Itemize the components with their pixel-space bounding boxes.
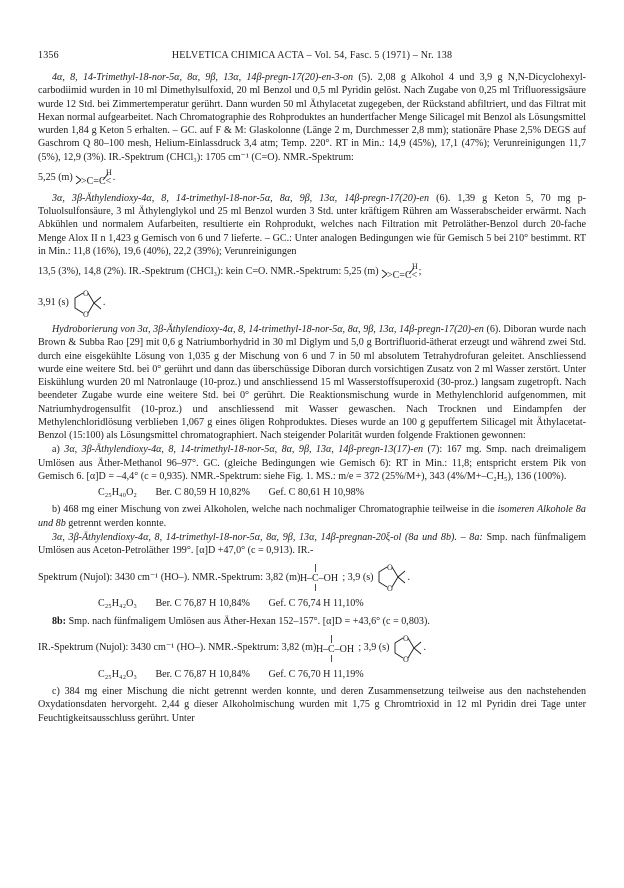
compound-6-nmr-text: 13,5 (3%), 14,8 (2%). IR.-Spektrum (CHCl₃): kein C=O. NMR.-Spektrum: 5,25 (m) [38, 266, 379, 278]
compound-8a-label: 8a: [469, 531, 483, 543]
fraction-a-formula: C₂₅H₄₀O₂ [98, 487, 137, 498]
compound-8b-formula: C₂₅H₄₂O₃ [98, 668, 137, 680]
paragraph-compound-8b [38, 615, 586, 628]
compound-8a-data: Smp. nach fünfmaligem Umlösen aus Aceton-Petroläther 199°. [α]D +47,0° (c = 0,913). IR.- [38, 531, 586, 556]
ketal-o-top-3: O [403, 633, 410, 643]
compound-6-ketal-line: 3,91 (s) O O . [38, 286, 586, 320]
paragraph-hydroboration [38, 323, 586, 442]
fraction-c-text: 384 mg einer Mischung die nicht getrennt werden konnte, und deren Zusammensetzung teilweise aus den nachstehenden Oxydationsdaten hervorgeht. 2,44 g dieser Alkoholmischung wurden mit 1,75 g Chromtrioxid in 12 ml Pyridin drei Tage unter Feuchtigkeitsausschluss gerührt. Unter [38, 686, 586, 724]
vinyl-hydrogen-structure-icon [73, 167, 113, 189]
compound-8a-calculated: Ber. C 76,87 H 10,84% [155, 598, 250, 610]
compound-8a-nmr-ketal: ; 3,9 (s) [342, 571, 374, 583]
compound-5-number: (5). [358, 72, 373, 83]
ketal-o-bottom-2: O [387, 584, 394, 594]
carbinol-h-2: H [316, 643, 324, 655]
compound-8a-spectrum-line: Spektrum (Nujol): 3430 cm⁻¹ (HO–). NMR.-Spektrum: 3,82 (m) H –C–OH ; 3,9 (s) O O . [38, 560, 586, 594]
compound-8b-analysis [98, 668, 586, 681]
carbinol-structure-icon [300, 562, 342, 592]
page-number: 1356 [38, 50, 59, 61]
ketal-o-bottom-3: O [403, 654, 410, 664]
fraction-c-label: c) [52, 686, 60, 697]
vinyl-c2: >C=C< [386, 270, 417, 281]
compound-6-nmr-line: 13,5 (3%), 14,8 (2%). IR.-Spektrum (CHCl₃): kein C=O. NMR.-Spektrum: 5,25 (m) >C=C< H ; [38, 262, 422, 281]
ethylenedioxy-ring-icon-2 [373, 560, 407, 594]
carbinol-h: H [300, 573, 308, 585]
compound-8b-nmr-ketal: ; 3,9 (s) [358, 642, 390, 654]
fraction-a-name: 3α, 3β-Äthylendioxy-4α, 8, 14-trimethyl-18-nor-5α, 8α, 9β, 13α, 14β-pregn-13(17)-en [64, 444, 424, 456]
fraction-a-calculated: Ber. C 80,59 H 10,82% [155, 487, 250, 498]
vinyl-hydrogen-structure-icon-2 [379, 261, 419, 283]
compound-5-nmr: 5,25 (m) [38, 172, 73, 184]
paragraph-fraction-c [38, 685, 586, 725]
compound-6-procedure: 1,39 g Keton 5, 70 mg p-Toluolsulfonsäure, 3 ml Äthylenglykol und 25 ml Benzol wurden 3 Std. unter kräftigem Rühren am Wasserabscheider erwärmt. Nach Abkühlen und normalem Aufarbeiten, resultierte ein Rohprodukt, welches nach Filtration mit Petroläther-Benzol durch 20-fache Menge Alox II n 1,423 g Gemisch von 6 und 7 lieferte. – GC.: Unter analogen Bedingungen wie für Gemisch 5 bei 210° bestimmt. RT in Min.: 11,8 (16%), 19,6 (40%), 22,2 (39%); Verunreinigungen [38, 192, 586, 257]
ketal-o-top: O [82, 289, 89, 298]
compound-8b-spectrum-line: IR.-Spektrum (Nujol): 3430 cm⁻¹ (HO–). NMR.-Spektrum: 3,82 (m) H –C–OH ; 3,9 (s) O O . [38, 631, 586, 665]
fraction-a-number: (7): [427, 444, 443, 456]
compound-8b-found: Gef. C 76,70 H 11,19% [268, 668, 364, 680]
fraction-a-found: Gef. C 80,61 H 10,98% [268, 487, 365, 498]
hydroboration-number: (6). [486, 324, 501, 335]
body-text [38, 71, 586, 725]
hydroboration-title: Hydroborierung von 3α, 3β-Äthylendioxy-4α, 8, 14-trimethyl-18-nor-5α, 8α, 9β, 13α, 14β-pregn-17(20)-en [52, 324, 484, 335]
compound-8b-calculated: Ber. C 76,87 H 10,84% [155, 668, 250, 680]
compound-8-name: 3α, 3β-Äthylendioxy-4α, 8, 14-trimethyl-18-nor-5α, 8α, 9β, 13α, 14β-pregnan-20ξ-ol [52, 531, 402, 543]
fraction-a-analysis [98, 486, 586, 499]
carbinol-c: –C–OH [307, 573, 339, 585]
ketal-o-bottom: O [82, 310, 89, 319]
paragraph-compound-5 [38, 71, 586, 164]
compound-5-procedure: 2,08 g Alkohol 4 und 3,9 g N,N-Dicyclohexyl-carbodiimid wurden in 10 ml Dimethylsulfoxid, 20 ml Benzol und 0,5 ml Pyridin gelöst. Nach Zugabe von 0,25 ml Trifluoressigsäure wurde 12 Std. bei Zimmertemperatur gerührt. Dann wurden 50 ml Äthylacetat zugegeben, der Rückstand abfiltriert, und das Filtrat mit Hexan normal aufgearbeitet. Nach Chromatographie des Rohproduktes an hundertfacher Menge Silicagel mit Benzol als Lösungsmittel wurden 1,84 g Keton 5 erhalten. – GC. auf F & M: Glaskolonne (Länge 2 m, Durchmesser 2,8 mm); stationäre Phase 2,5% DEGS auf Gaschrom Q 80–100 mesh, Helium-Einlassdruck 3,4 atm; Temp. 220°. RT in Min.: 14,9 (45%), 17,1 (47%); Verunreinigungen 11,7 (5%), 12,9 (3%). IR.-Spektrum (CHCl₃): 1705 cm⁻¹ (C=O). NMR.-Spektrum: [38, 72, 586, 163]
hydroboration-procedure: Diboran wurde nach Brown & Subba Rao [29] mit 0,6 g Natriumborhydrid in 30 ml Diglym und 5,0 g Bortrifluorid-ätherat erzeugt und während zwei Std. durch eine eisgekühlte Lösung von 1,035 g der Mischung von 6 und 7 in 50 ml absolutem Tetrahydrofuran geleitet. Anschliessend wurde eine weitere Std. bei 0° gerührt und dann das überschüssige Diboran durch vorsichtigen Zusatz von 2 ml Wasser zerstört. Unter Eiskühlung wurden 20 ml Natronlauge (10-proz.) und anschliessend 15 ml Wasserstoffsuperoxid (30-proz.) langsam zugetropft. Nach beendeter Zugabe wurde eine weitere Std. bei 0° gerührt. Die Reaktionsmischung wurde in Methylenchlorid aufgenommen, mit Natriumhydrogensulfit (10-proz.) und anschliessend mit Wasser gewaschen. Nach Trocknen und Eindampfen der Methylenchloridlösung verblieben 1,067 g eines öligen Rohproduktes. Dieses wurde an 100 g gepuffertem Silicagel mit Äthylacetat-Benzol (15:100) als Lösungsmittel chromatographiert. Nach steigender Polarität wurden folgende Fraktionen gewonnen: [38, 324, 587, 441]
compound-6-name: 3α, 3β-Äthylendioxy-4α, 8, 14-trimethyl-18-nor-5α, 8α, 9β, 13α, 14β-pregn-17(20)-en [52, 192, 430, 204]
fraction-b-italic: isomeren Alkohole 8a und 8b [38, 504, 586, 529]
compound-8b-label: 8b: [52, 615, 67, 627]
paragraph-fraction-a [38, 443, 586, 483]
paragraph-fraction-b [38, 503, 586, 530]
ethylenedioxy-ring-icon-3 [389, 631, 423, 665]
vinyl-c1: >C=C< [80, 175, 112, 187]
vinyl-h-label-2: H [411, 262, 418, 271]
carbinol-structure-icon-2 [316, 633, 358, 663]
compound-8b-spectrum: IR.-Spektrum (Nujol): 3430 cm⁻¹ (HO–). NMR.-Spektrum: 3,82 (m) [38, 642, 317, 654]
compound-8a-formula: C₂₅H₄₂O₃ [98, 598, 137, 610]
paragraph-compound-8 [38, 531, 586, 558]
carbinol-c-2: –C–OH [323, 643, 355, 655]
compound-8a-spectrum: Spektrum (Nujol): 3430 cm⁻¹ (HO–). NMR.-Spektrum: 3,82 (m) [38, 571, 301, 583]
compound-8a-analysis [98, 597, 586, 610]
ketal-o-top-2: O [387, 563, 394, 573]
ethylenedioxy-ring-icon [69, 286, 103, 320]
fraction-a-label: a) [52, 444, 60, 456]
vinyl-h-label: H [105, 167, 112, 177]
paragraph-compound-6 [38, 192, 586, 258]
compound-8a-found: Gef. C 76,74 H 11,10% [268, 598, 364, 610]
journal-running-title: HELVETICA CHIMICA ACTA – Vol. 54, Fasc. 5 (1971) – Nr. 138 [171, 50, 453, 61]
fraction-b-text: 468 mg einer Mischung von zwei Alkoholen, welche nach nochmaliger Chromatographie teilweise in die [63, 504, 495, 516]
compound-5-nmr-line: 5,25 (m) >C=C< H . [38, 167, 116, 187]
compound-8b-data: Smp. nach fünfmaligem Umlösen aus Äther-Hexan 152–157°. [α]D = +43,6° (c = 0,803). [68, 615, 430, 627]
fraction-a-data: 167 mg. Smp. nach dreimaligem Umlösen aus Äther-Methanol 96–97°. GC. (gleiche Bedingungen wie Gemisch 6): RT in Min.: 11,8; entspricht erstem Pik von Gemisch 6. [α]D = –4,4° (c = 0,935). NMR.-Spektrum: siehe Fig. 1. MS.: m/e = 372 (25%/M+), 343 (4%/M+–C₂H₅), 136 (100%). [38, 444, 586, 482]
compound-6-number: (6). [436, 192, 451, 204]
compound-6-nmr-ketal: 3,91 (s) [38, 297, 69, 309]
compound-8-number: (8a und 8b). – [405, 531, 466, 543]
compound-5-name: 4α, 8, 14-Trimethyl-18-nor-5α, 8α, 9β, 13α, 14β-pregn-17(20)-en-3-on [52, 72, 354, 83]
fraction-b-label: b) [52, 504, 61, 516]
fraction-b-text-end: getrennt werden konnte. [68, 517, 167, 529]
